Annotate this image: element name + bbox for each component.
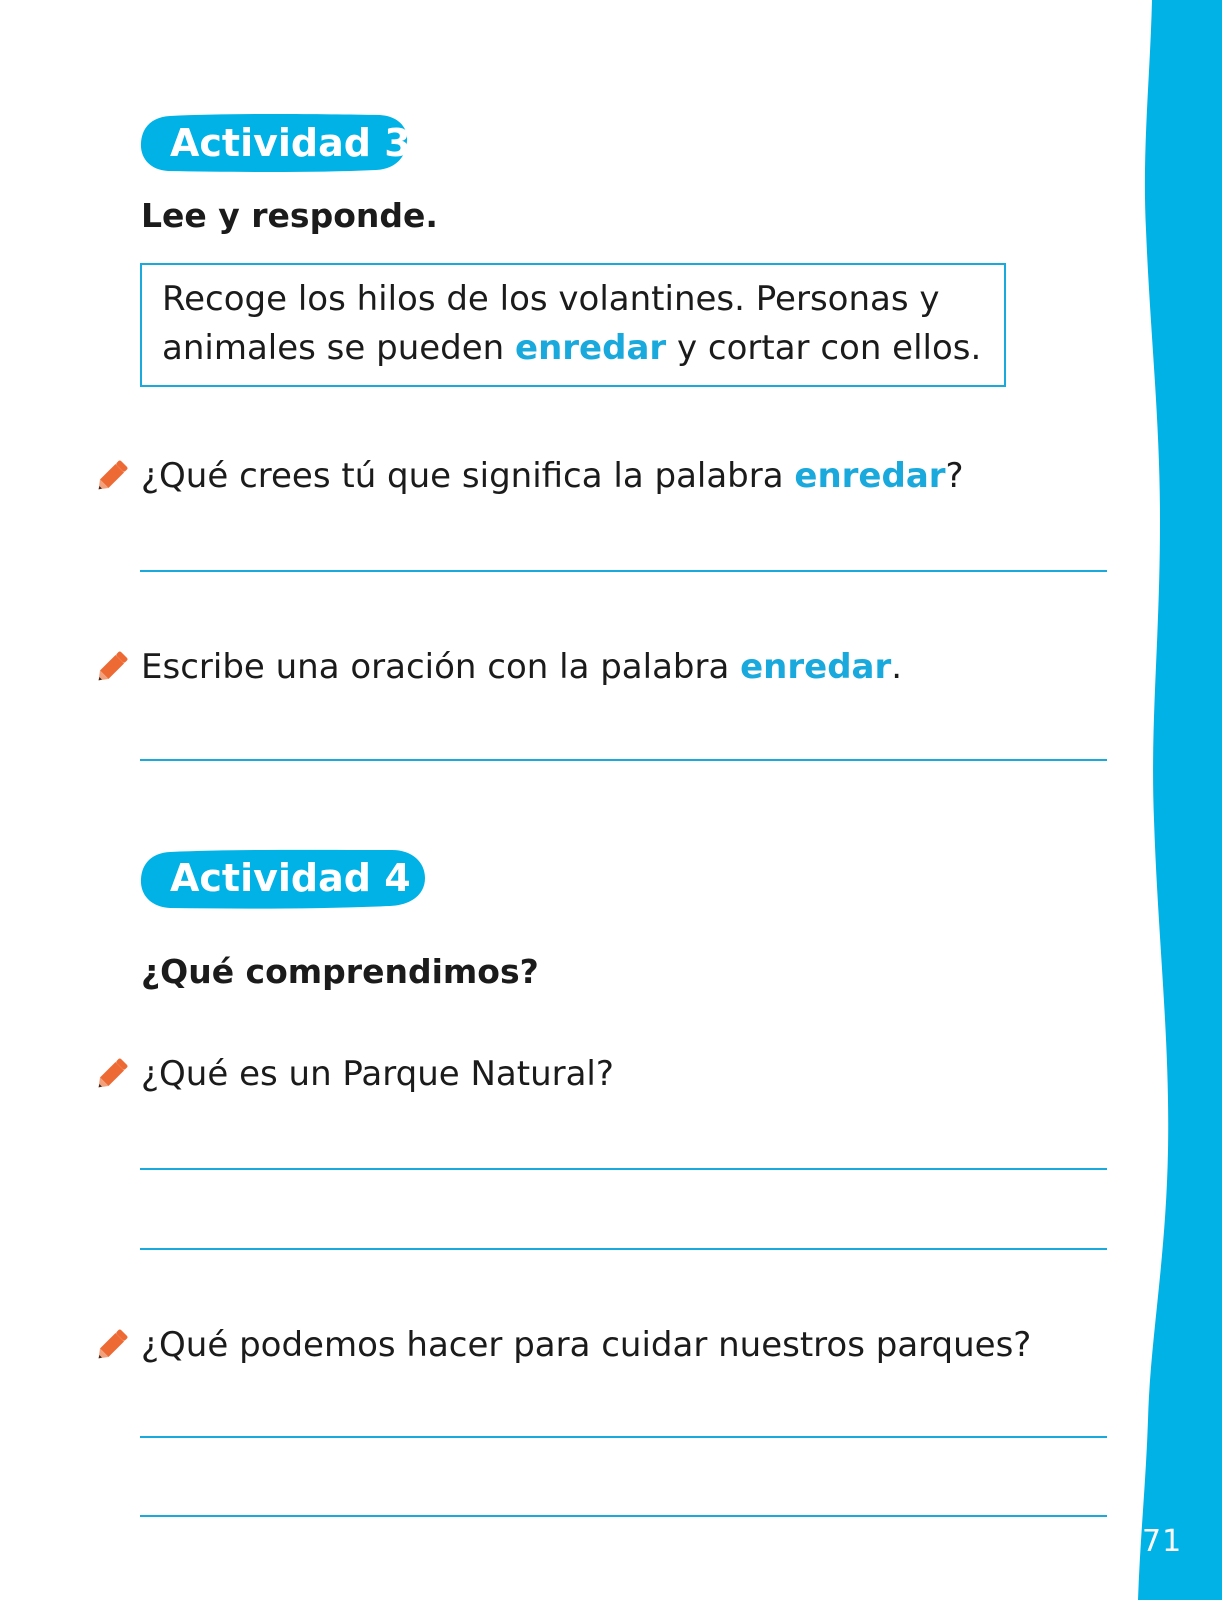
answer-line[interactable] xyxy=(140,1168,1107,1170)
question-sentence-text: Escribe una oración con la palabra xyxy=(141,647,741,687)
activity-4-label: Actividad 4 xyxy=(170,856,411,900)
question-park-text: ¿Qué es un Parque Natural? xyxy=(141,1054,614,1094)
activity-3-instruction: Lee y responde. xyxy=(141,196,438,235)
passage-text-end: y cortar con ellos. xyxy=(666,328,982,368)
pencil-icon xyxy=(92,1325,132,1365)
activity-3-badge xyxy=(140,113,411,173)
answer-line[interactable] xyxy=(140,1248,1107,1250)
question-care-text: ¿Qué podemos hacer para cuidar nuestros parques? xyxy=(141,1325,1032,1365)
pencil-icon xyxy=(92,456,132,496)
passage-text-start: Recoge los hilos de los volantines. Personas y animales se pueden xyxy=(162,279,940,368)
activity-4-heading: ¿Qué comprendimos? xyxy=(141,952,539,991)
answer-line[interactable] xyxy=(140,1436,1107,1438)
pencil-icon xyxy=(92,1054,132,1094)
question-meaning-text: ¿Qué crees tú que significa la palabra xyxy=(141,456,795,496)
pencil-icon xyxy=(92,647,132,687)
question-sentence-highlight: enredar xyxy=(740,647,892,687)
answer-line[interactable] xyxy=(140,570,1107,572)
answer-line[interactable] xyxy=(140,759,1107,761)
question-sentence-end: . xyxy=(891,647,903,687)
activity-4-badge xyxy=(140,848,426,910)
reading-passage-box xyxy=(140,263,1006,387)
passage-highlight-word: enredar xyxy=(515,328,667,368)
answer-line[interactable] xyxy=(140,1515,1107,1517)
question-meaning-end: ? xyxy=(945,456,964,496)
activity-3-label: Actividad 3 xyxy=(170,121,411,165)
page-number: 71 xyxy=(1142,1524,1183,1559)
question-meaning-highlight: enredar xyxy=(794,456,946,496)
